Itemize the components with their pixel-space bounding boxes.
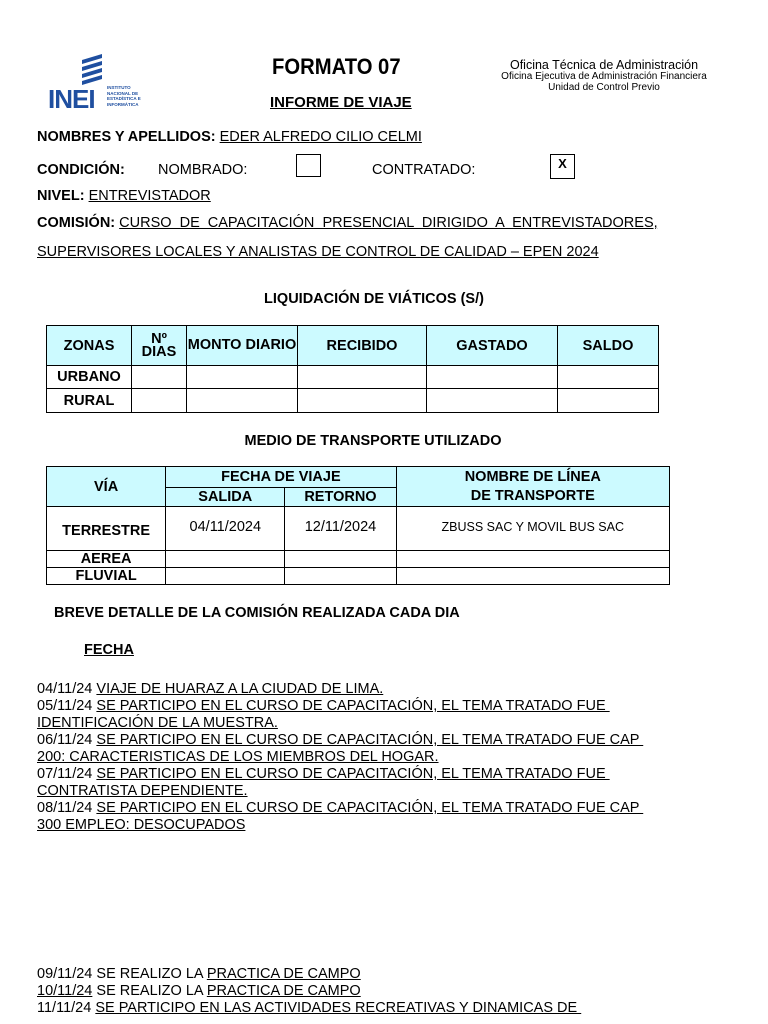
dias-cell[interactable] [132,389,187,413]
entry-continuation: IDENTIFICACIÓN DE LA MUESTRA. [37,715,278,731]
via-cell: TERRESTRE [47,507,166,551]
header-linea [396,467,669,507]
monto-cell[interactable] [187,366,298,389]
list-item [37,966,737,983]
via-cell: FLUVIAL [47,568,166,585]
salida-cell[interactable] [166,568,285,585]
retorno-cell[interactable] [285,551,396,568]
entry-continuation: CONTRATISTA DEPENDIENTE. [37,783,248,799]
entry-continuation: 300 EMPLEO: DESOCUPADOS [37,817,246,833]
table-row [47,507,670,551]
entry-text: VIAJE DE HUARAZ A LA CIUDAD DE LIMA. [96,681,384,697]
office-line-2: Oficina Ejecutiva de Administración Financiera [501,71,707,83]
entry-prefix: SE REALIZO LA [96,983,207,999]
recibido-cell[interactable] [298,366,427,389]
list-item [37,698,737,715]
viaticos-header-row [47,326,659,366]
entry-text: SE PARTICIPO EN EL CURSO DE CAPACITACIÓN, EL TEMA TRATADO FUE [96,766,610,782]
header-dias: Nº DIAS [132,326,187,366]
list-item [37,681,737,698]
name-value: EDER ALFREDO CILIO CELMI [219,129,422,145]
table-row [47,366,659,389]
list-item [37,732,737,749]
commission-line-1: CURSO DE CAPACITACIÓN PRESENCIAL DIRIGIDO A ENTREVISTADORES, [119,215,658,231]
entry-text: SE PARTICIPO EN LAS ACTIVIDADES RECREATIVAS Y DINAMICAS DE [95,1000,582,1016]
logo-subtext: INSTITUTO NACIONAL DE ESTADÍSTICA E INFORMÁTICA [107,85,141,107]
salida-cell[interactable] [166,551,285,568]
table-row [47,389,659,413]
saldo-cell[interactable] [558,366,659,389]
linea-cell[interactable] [396,551,669,568]
name-label: NOMBRES Y APELLIDOS: [37,129,216,145]
detalle-title: BREVE DETALLE DE LA COMISIÓN REALIZADA CADA DIA [54,605,460,621]
logo-text: INEI [48,84,95,114]
transporte-header-row [47,467,670,488]
entry-prefix: SE REALIZO LA [96,966,207,982]
gastado-cell[interactable] [427,366,558,389]
table-row [47,568,670,585]
entry-date: 04/11/24 [37,681,93,697]
office-block [490,59,718,93]
entry-date: 11/11/24 [37,1000,92,1016]
document-subtitle: INFORME DE VIAJE [270,94,412,111]
retorno-cell[interactable] [285,568,396,585]
header-gastado: GASTADO [427,326,558,366]
header-saldo: SALDO [558,326,659,366]
header-linea-2: DE TRANSPORTE [470,487,595,504]
entry-continuation: 200: CARACTERISTICAS DE LOS MIEMBROS DEL HOGAR. [37,749,439,765]
via-cell: AEREA [47,551,166,568]
list-item [37,800,737,817]
transporte-table [46,466,670,585]
office-line-1: Oficina Técnica de Administración [509,58,699,72]
monto-cell[interactable] [187,389,298,413]
header-zonas: ZONAS [47,326,132,366]
viaticos-title: LIQUIDACIÓN DE VIÁTICOS (S/) [264,291,484,307]
transporte-title: MEDIO DE TRANSPORTE UTILIZADO [244,433,502,449]
commission-label: COMISIÓN: [37,215,116,231]
saldo-cell[interactable] [558,389,659,413]
contratado-checkbox[interactable]: X [550,154,575,179]
linea-cell[interactable]: ZBUSS SAC Y MOVIL BUS SAC [396,507,669,551]
gastado-cell[interactable] [427,389,558,413]
entry-date: 10/11/24 [37,983,93,999]
zona-cell: URBANO [47,366,132,389]
list-item [37,766,737,783]
nombrado-label: NOMBRADO: [158,162,248,178]
entry-text: SE PARTICIPO EN EL CURSO DE CAPACITACIÓN, EL TEMA TRATADO FUE CAP [96,732,644,748]
office-line-3: Unidad de Control Previo [548,81,660,93]
entry-date: 08/11/24 [37,800,93,816]
recibido-cell[interactable] [298,389,427,413]
level-row [37,188,211,204]
header-linea-1: NOMBRE DE LÍNEA [464,468,601,485]
dias-cell[interactable] [132,366,187,389]
entry-text: SE PARTICIPO EN EL CURSO DE CAPACITACIÓN, EL TEMA TRATADO FUE [96,698,610,714]
inei-logo [46,52,146,114]
level-value: ENTREVISTADOR [88,188,211,204]
list-item [37,1000,737,1017]
entry-date: 06/11/24 [37,732,93,748]
table-row [47,551,670,568]
entry-text: PRACTICA DE CAMPO [206,983,361,999]
list-item [37,983,737,1000]
fecha-label: FECHA [84,642,134,658]
header-salida: SALIDA [166,488,285,507]
header-fecha-viaje: FECHA DE VIAJE [166,467,396,488]
header-recibido: RECIBIDO [298,326,427,366]
entry-date: 09/11/24 [37,966,93,982]
nombrado-checkbox[interactable] [296,154,321,177]
name-row [37,129,422,145]
condition-label: CONDICIÓN: [37,162,125,178]
contratado-label: CONTRATADO: [372,162,476,178]
header-retorno: RETORNO [285,488,396,507]
level-label: NIVEL: [37,188,85,204]
detalle-later-entries [37,966,737,1017]
entry-date: 07/11/24 [37,766,93,782]
zona-cell: RURAL [47,389,132,413]
commission-row [37,215,715,231]
retorno-cell[interactable]: 12/11/2024 [285,507,396,551]
header-monto: MONTO DIARIO [187,326,298,366]
entry-date: 05/11/24 [37,698,93,714]
linea-cell[interactable] [396,568,669,585]
commission-line-2: SUPERVISORES LOCALES Y ANALISTAS DE CONTROL DE CALIDAD – EPEN 2024 [37,244,599,260]
salida-cell[interactable]: 04/11/2024 [166,507,285,551]
viaticos-table [46,325,659,413]
entry-text: PRACTICA DE CAMPO [206,966,361,982]
entry-text: SE PARTICIPO EN EL CURSO DE CAPACITACIÓN, EL TEMA TRATADO FUE CAP [96,800,644,816]
header-via: VÍA [47,467,166,507]
document-title: FORMATO 07 [272,54,401,79]
detalle-entries [37,681,737,834]
